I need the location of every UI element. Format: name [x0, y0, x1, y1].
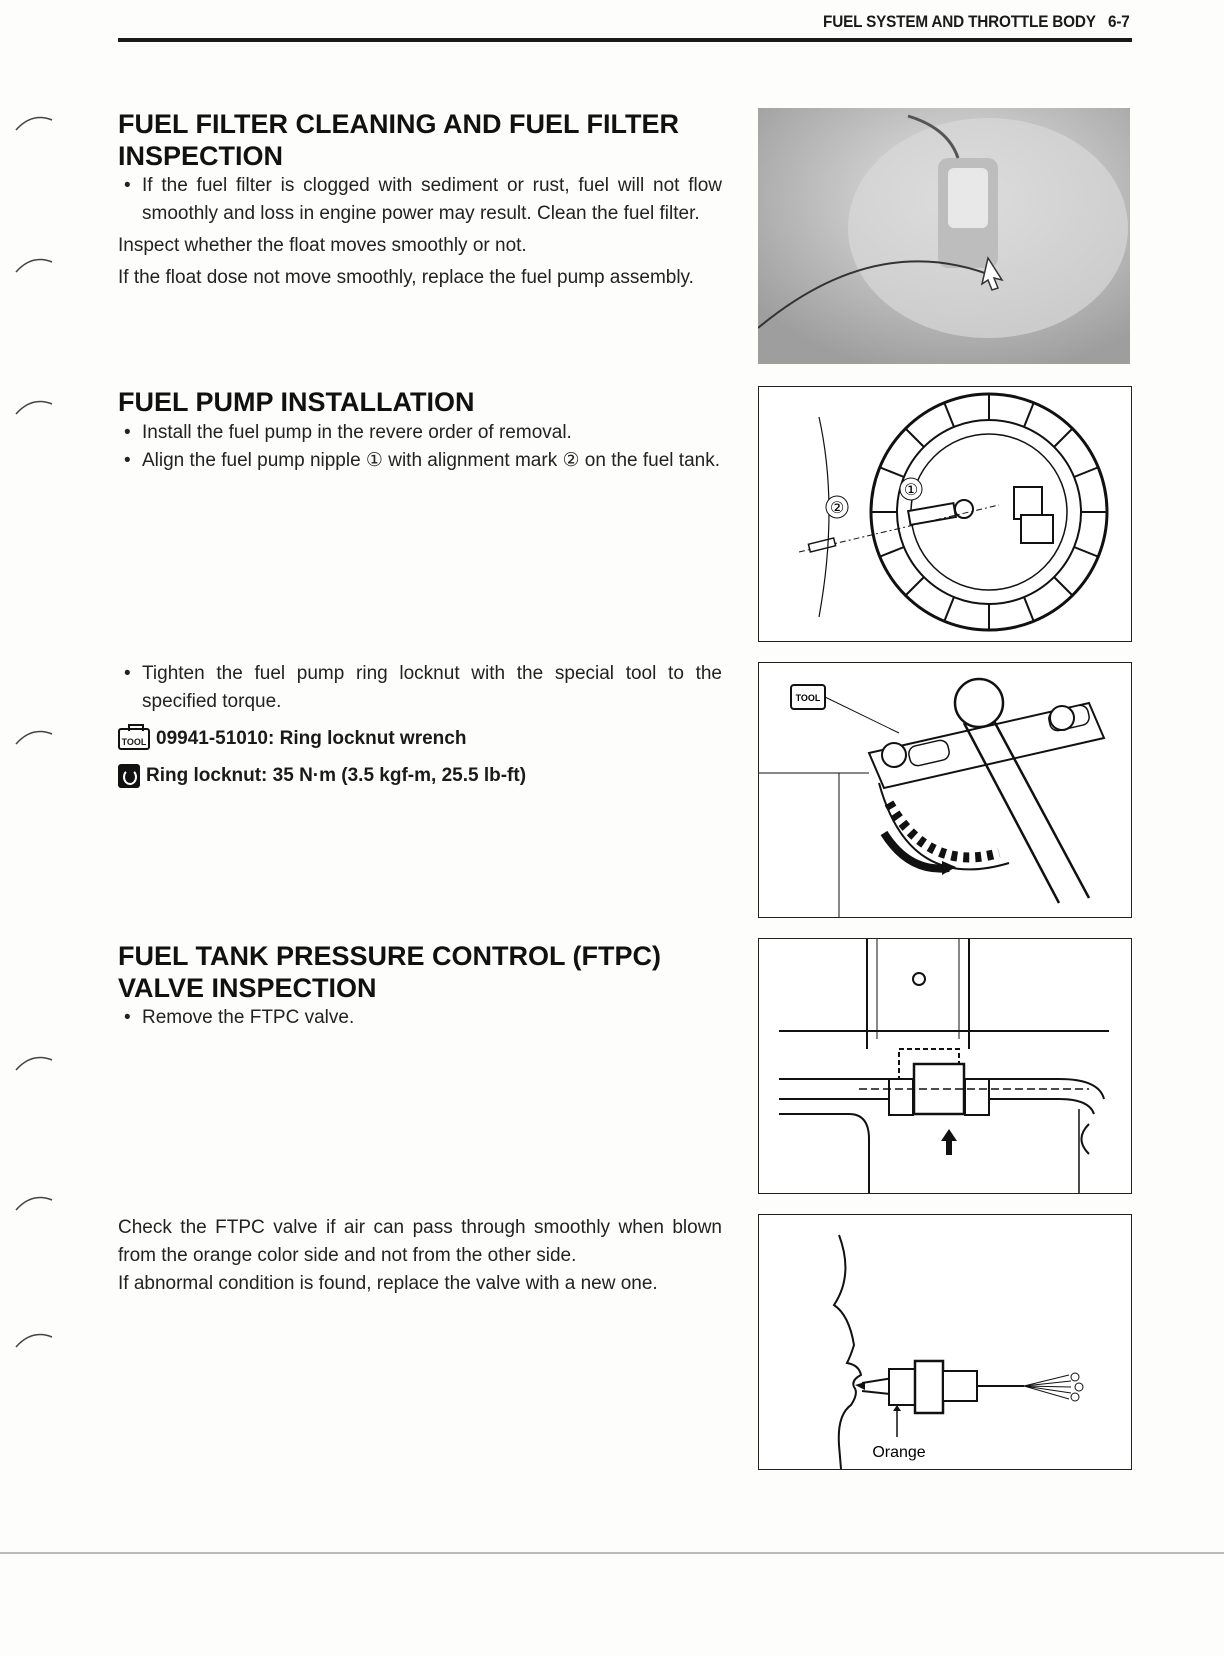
header-title: FUEL SYSTEM AND THROTTLE BODY: [823, 12, 1097, 31]
locknut-wrench-figure: [758, 662, 1132, 918]
bullet-item: • Tighten the fuel pump ring locknut with the special tool to the specified torque.: [118, 660, 722, 716]
ftpc-valve-figure: [758, 938, 1132, 1194]
tool-spec: [118, 728, 466, 750]
ftpc-blow-test-figure: [758, 1214, 1132, 1470]
ftpc-heading: [118, 940, 738, 1004]
fuel-filter-body: [118, 172, 722, 292]
binder-mark: [14, 1325, 54, 1355]
fuel-pump-body: [118, 419, 722, 475]
alignment-mark-label: ②: [829, 498, 845, 517]
binder-mark: [14, 1188, 54, 1218]
page-bottom-rule: [0, 1552, 1224, 1554]
paragraph: If abnormal condition is found, replace the valve with a new one.: [118, 1273, 658, 1294]
page-header: [823, 12, 1130, 32]
binder-mark: [14, 1048, 54, 1078]
fuel-filter-heading: [118, 108, 738, 172]
page-number: 6-7: [1108, 12, 1130, 31]
orange-side-label: Orange: [872, 1444, 926, 1461]
torque-wrench-icon: [118, 764, 140, 788]
fuel-pump-heading: FUEL PUMP INSTALLATION: [118, 387, 475, 417]
heading-line: FUEL TANK PRESSURE CONTROL (FTPC): [118, 941, 662, 971]
pump-nipple-label: ①: [903, 480, 919, 499]
heading-line: FUEL FILTER CLEANING AND FUEL FILTER: [118, 109, 679, 139]
tool-icon: TOOL: [118, 728, 150, 750]
pump-alignment-figure: [758, 386, 1132, 642]
ftpc-check-body: [118, 1214, 722, 1298]
fuel-filter-photo: [758, 108, 1130, 364]
paragraph: Check the FTPC valve if air can pass through smoothly when blown from the orange color side and not from the other side.: [118, 1217, 722, 1266]
binder-mark: [14, 108, 54, 138]
bullet-item: • Install the fuel pump in the revere order of removal.: [118, 419, 722, 447]
paragraph: If the float dose not move smoothly, replace the fuel pump assembly.: [118, 267, 694, 288]
bullet-item: • If the fuel filter is clogged with sediment or rust, fuel will not flow smoothly and loss in engine power may result. Clean the fuel filter.: [118, 172, 722, 228]
paragraph: Inspect whether the float moves smoothly or not.: [118, 235, 527, 256]
torque-spec-text: Ring locknut: 35 N·m (3.5 kgf-m, 25.5 lb-ft): [146, 765, 527, 786]
bullet-item: • Align the fuel pump nipple ① with alignment mark ② on the fuel tank.: [118, 447, 722, 475]
heading-line: VALVE INSPECTION: [118, 973, 377, 1003]
torque-spec: [118, 764, 526, 788]
binder-mark: [14, 722, 54, 752]
header-rule: [118, 38, 1132, 42]
ftpc-body: [118, 1004, 722, 1032]
binder-mark: [14, 392, 54, 422]
tool-badge: TOOL: [795, 693, 821, 703]
bullet-item: • Remove the FTPC valve.: [118, 1004, 722, 1032]
tool-spec-text: 09941-51010: Ring locknut wrench: [156, 728, 467, 749]
locknut-body: [118, 660, 722, 716]
heading-line: INSPECTION: [118, 141, 284, 171]
binder-mark: [14, 250, 54, 280]
